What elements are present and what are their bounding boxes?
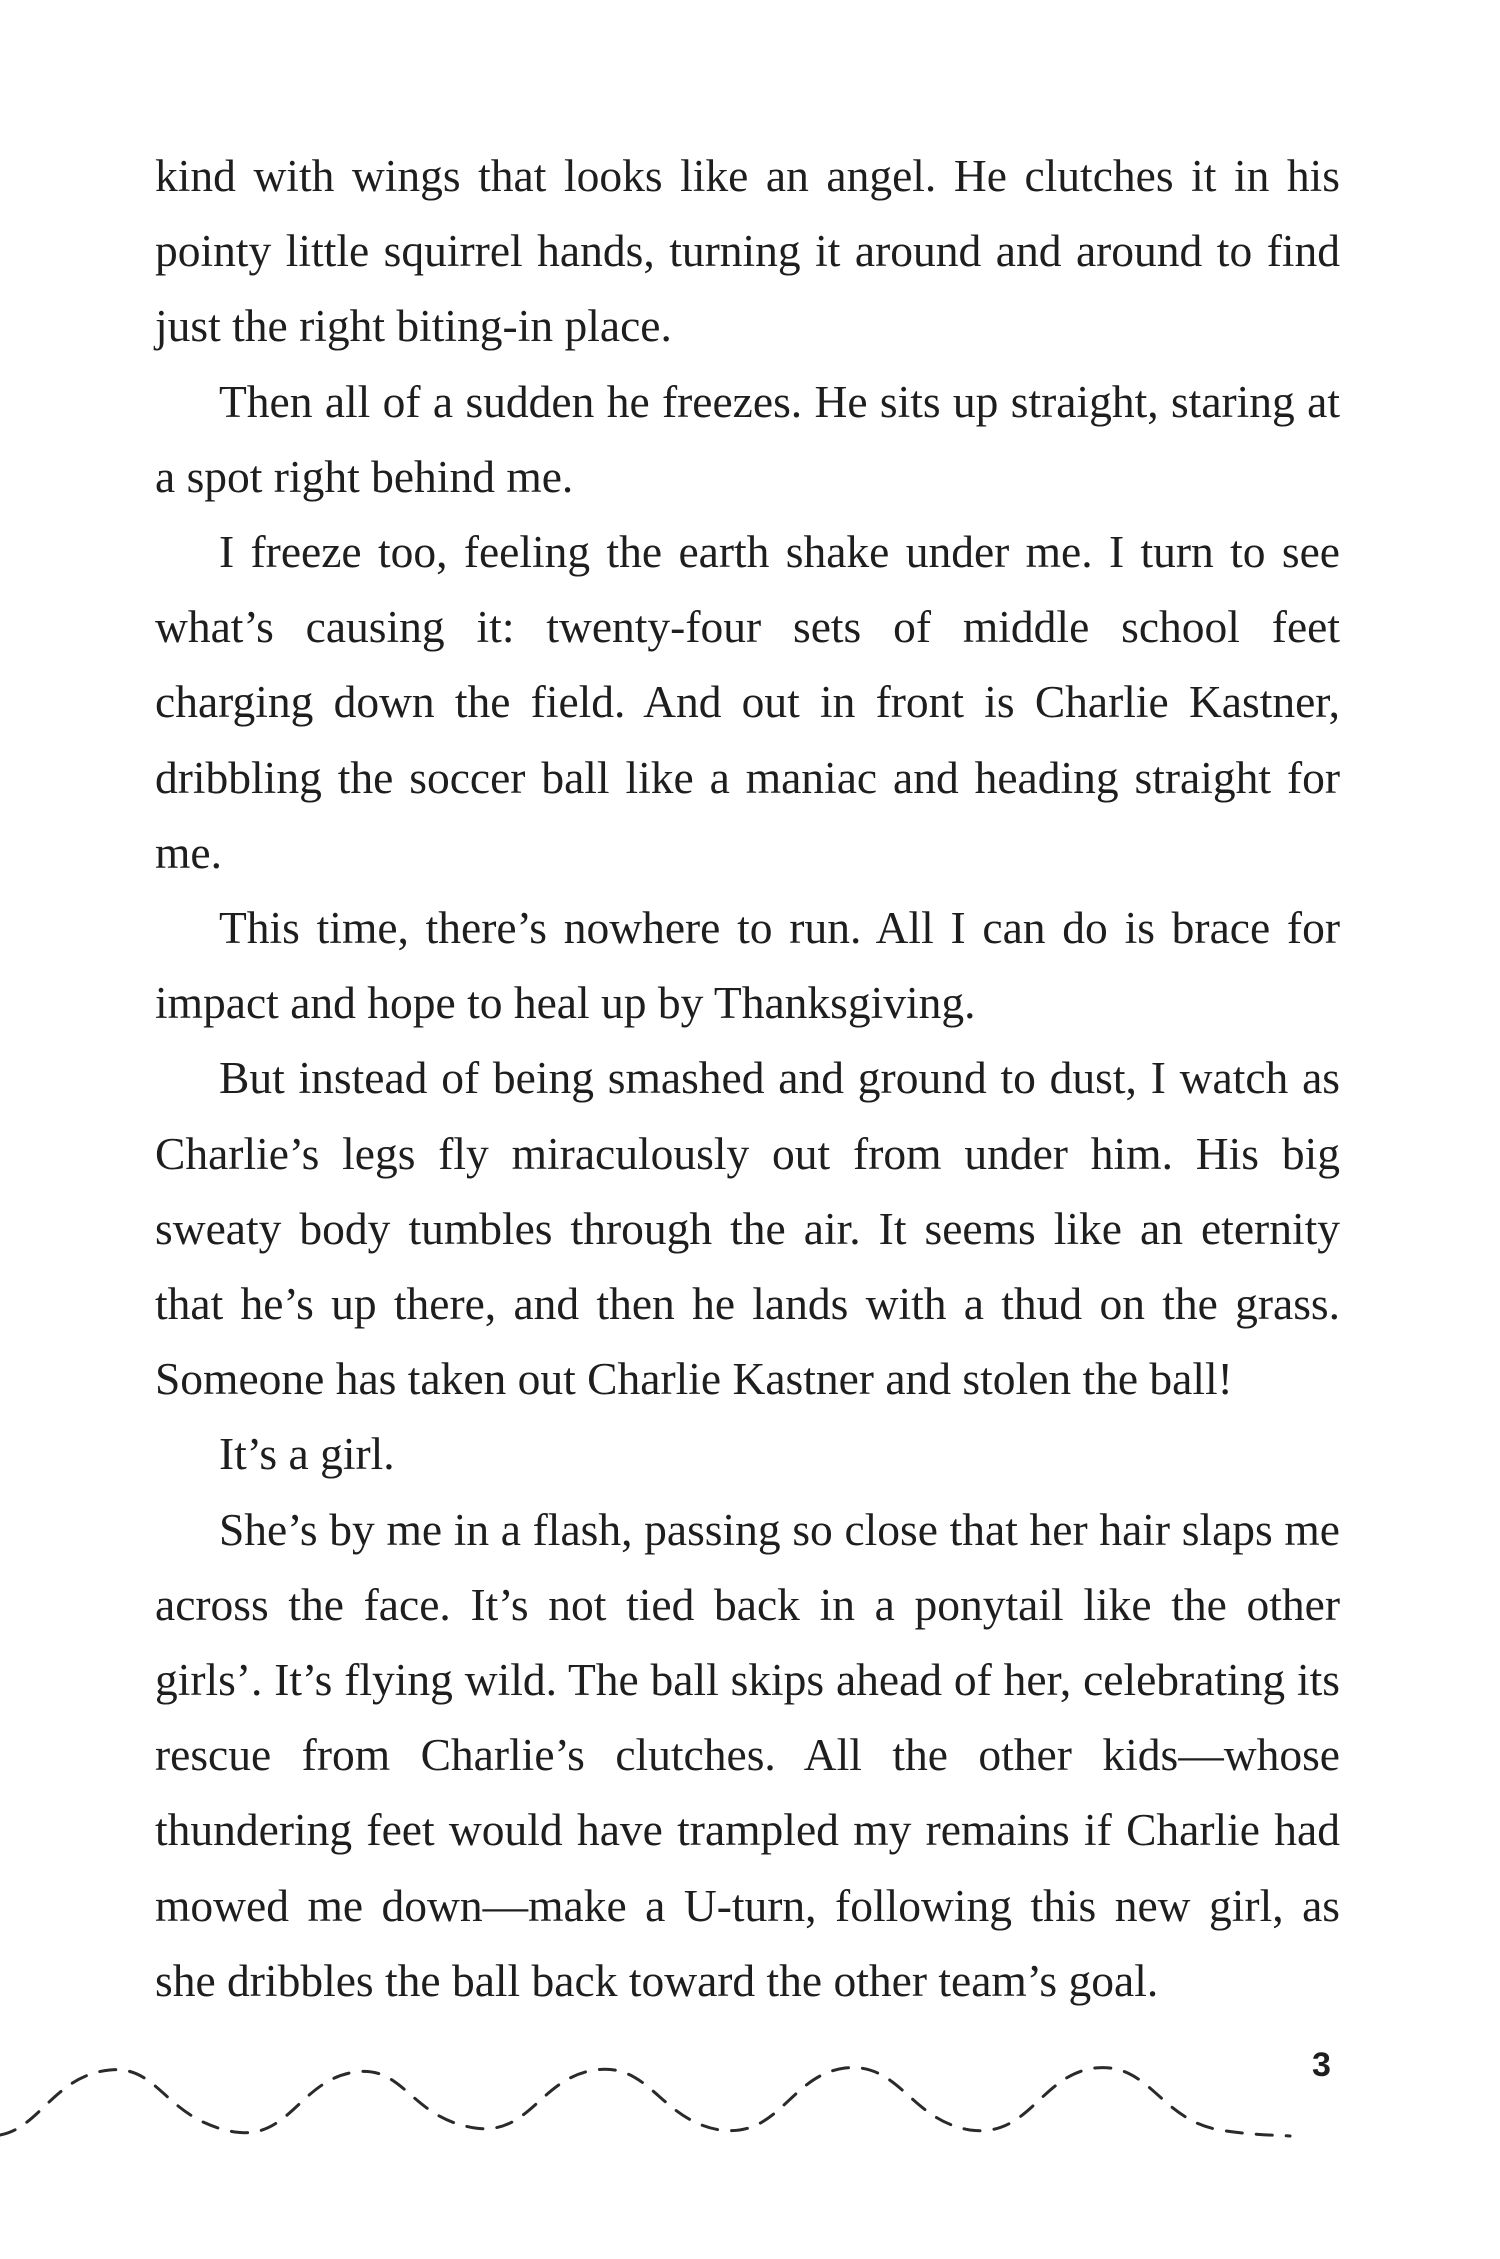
paragraph-6: It’s a girl.: [219, 1428, 395, 1480]
paragraph-2: Then all of a sudden he freezes. He sits up straight, staring at a spot right behind me.: [155, 375, 1340, 502]
paragraph-1: kind with wings that looks like an angel. He clutches it in his pointy little squirrel hands, turning it around and around to find just the right biting-in place.: [155, 150, 1340, 352]
paragraph-3: I freeze too, feeling the earth shake under me. I turn to see what’s causing it: twenty-four sets of middle school feet charging down the field. And out in front is Charlie Kastner, dribbling the soccer ball like a maniac and heading straight for me.: [155, 526, 1340, 878]
paragraph-7: She’s by me in a flash, passing so close that her hair slaps me across the face. It’s not tied back in a ponytail like the other girls’. It’s flying wild. The ball skips ahead of her, celebrating its rescue from Charlie’s clutches. All the other kids—whose thundering feet would have trampled my remains if Charlie had mowed me down—make a U-turn, following this new girl, as she dribbles the ball back toward the other team’s goal.: [155, 1503, 1340, 2006]
paragraph-5: But instead of being smashed and ground to dust, I watch as Charlie’s legs fly miraculously out from under him. His big sweaty body tumbles through the air. It seems like an eternity that he’s up there, and then he lands with a thud on the grass. Someone has taken out Charlie Kastner and stolen the ball!: [155, 1052, 1340, 1405]
page-body: [155, 138, 1340, 2018]
page-number: 3: [1312, 2046, 1331, 2084]
dashed-wave-ornament-icon: [0, 2050, 1300, 2140]
paragraph-4: This time, there’s nowhere to run. All I can do is brace for impact and hope to heal up by Thanksgiving.: [155, 902, 1340, 1029]
